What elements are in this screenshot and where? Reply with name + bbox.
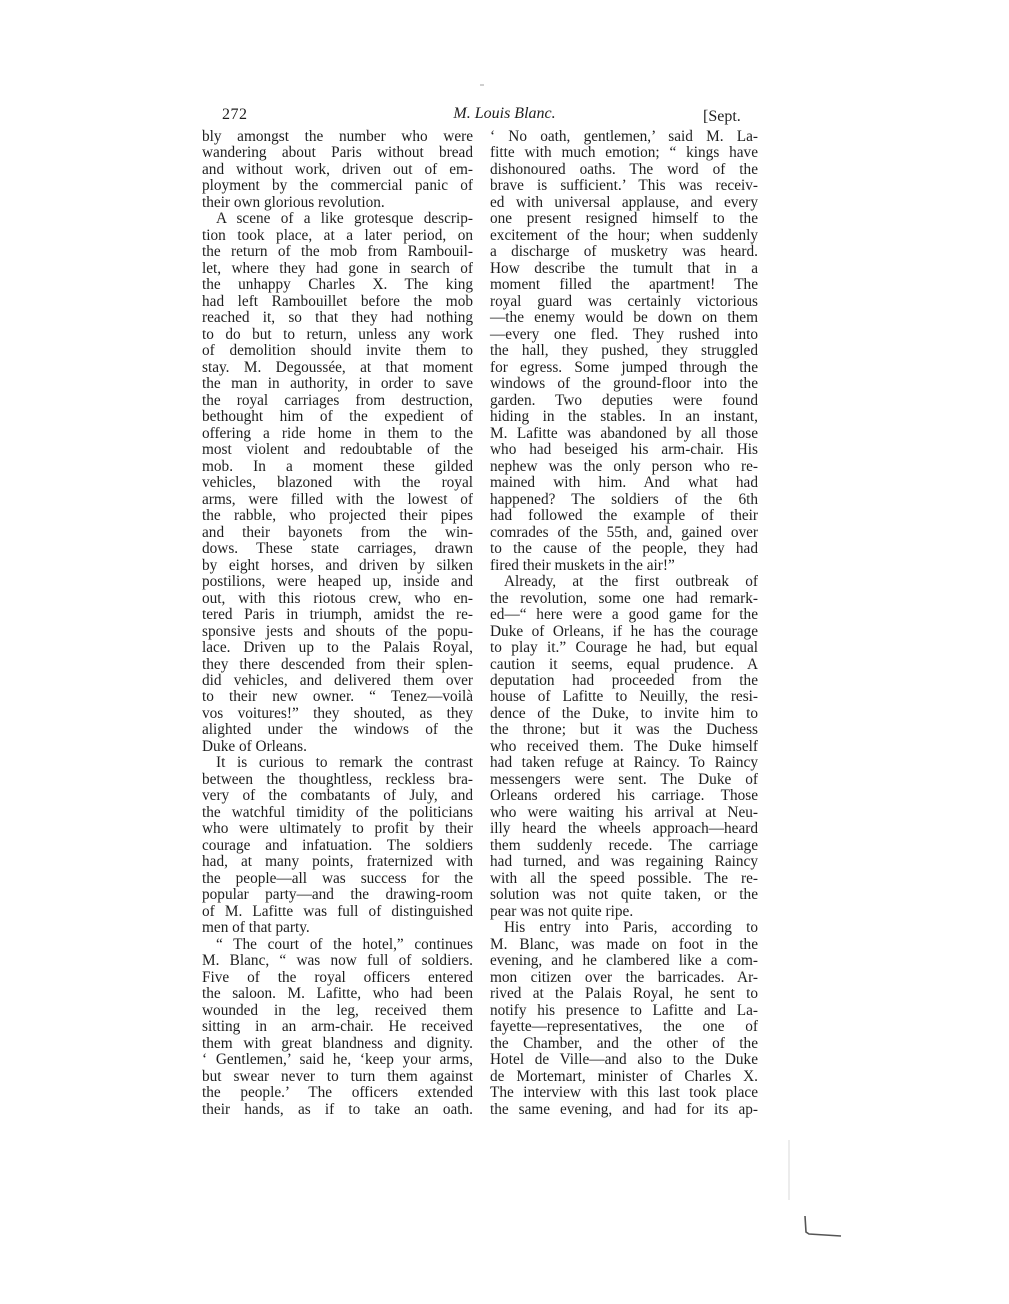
text-line: mon citizen over the barricades. Ar- [490, 968, 758, 986]
text-line: and their bayonets from the win- [202, 523, 473, 541]
text-line: brave is sufficient.’ This was receiv- [490, 177, 758, 195]
text-line: had left Rambouillet before the mob [202, 292, 473, 310]
text-line: fired their muskets in the air!” [490, 556, 675, 574]
text-line: —every one fled. They rushed into [490, 325, 758, 343]
text-line: How describe the tumult that in a [490, 259, 758, 277]
text-line: dows. These state carriages, drawn [202, 540, 473, 558]
text-line: M. Blanc, “ was now full of soldiers. [202, 952, 473, 970]
text-line: the people—all was success for the [202, 869, 473, 887]
text-line: to their new owner. “ Tenez—voilà [202, 688, 473, 706]
text-line: the rabble, who projected their pipes [202, 507, 473, 525]
text-line: to the cause of the people, they had [490, 540, 758, 558]
text-line: who were waiting his arrival at Neu- [490, 803, 758, 821]
text-line: garden. Two deputies were found [490, 391, 758, 409]
text-line: sitting in an arm-chair. He received [202, 1018, 473, 1036]
text-line: ‘ No oath, gentlemen,’ said M. La- [490, 128, 758, 145]
text-line: dence of the Duke, to invite him to [490, 704, 758, 722]
text-line: It is curious to remark the contrast [216, 754, 473, 772]
text-line: out, with this riotous crew, who en- [202, 589, 473, 607]
text-line: bethought him of the expedient of [202, 408, 473, 426]
text-line: had followed the example of their [490, 507, 758, 525]
text-line: the return of the mob from Rambouil- [202, 243, 473, 261]
text-line: Orleans ordered his carriage. Those [490, 787, 758, 805]
text-line: ‘ Gentlemen,’ said he, ‘keep your arms, [202, 1051, 473, 1069]
text-line: solution was not quite taken, or the [490, 886, 758, 904]
scan-speck [480, 84, 484, 86]
text-line: arms, were filled with the lowest of [202, 490, 473, 508]
text-line: —the enemy would be down on them [490, 309, 758, 327]
text-line: mob. In a moment these gilded [202, 457, 473, 475]
text-line: fitte with much emotion; “ kings have [490, 144, 758, 162]
text-line: and without work, driven out of em- [202, 160, 473, 178]
text-line: of demolition should invite them to [202, 342, 473, 360]
text-line: who were ultimately to profit by their [202, 820, 473, 838]
text-line: notify his presence to Lafitte and La- [490, 1001, 758, 1019]
text-line: A scene of a like grotesque descrip- [216, 210, 473, 228]
text-line: happened? The soldiers of the 6th [490, 490, 758, 508]
text-line: M. Lafitte was abandoned by all those [490, 424, 758, 442]
text-line: comrades of the 55th, and, gained over [490, 523, 758, 541]
text-line: Hotel de Ville—and also to the Duke [490, 1051, 758, 1069]
text-line: men of that party. [202, 919, 310, 937]
running-title: M. Louis Blanc. [453, 105, 556, 122]
text-line: de Mortemart, minister of Charles X. [490, 1067, 758, 1085]
scan-edge-shadow [788, 1140, 790, 1200]
text-line: very of the combatants of July, and [202, 787, 473, 805]
text-line: alighted under the windows of the [202, 721, 473, 739]
text-line: they there descended from their splen- [202, 655, 473, 673]
text-line: postilions, were heaped up, inside and [202, 573, 473, 591]
text-line: them with great blandness and dignity. [202, 1034, 473, 1052]
text-line: lace. Driven up to the Palais Royal, [202, 639, 473, 657]
page-number: 272 [222, 106, 248, 123]
text-line: one present resigned himself to the [490, 210, 758, 228]
text-line: ployment by the commercial panic of [202, 177, 473, 195]
text-line: windows of the ground-floor into the [490, 375, 758, 393]
text-line: tered Paris in triumph, amidst the re- [202, 606, 473, 624]
text-line: His entry into Paris, according to [504, 919, 758, 937]
text-line: moment filled the apartment! The [490, 276, 758, 294]
text-line: their hands, as if to take an oath. [202, 1100, 473, 1118]
corner-scan-mark [803, 1212, 843, 1240]
text-line: to do but to return, unless any work [202, 325, 473, 343]
right-text-column [490, 129, 758, 1118]
text-line: Duke of Orleans, if he has the courage [490, 622, 758, 640]
text-line: courage and infatuation. The soldiers [202, 836, 473, 854]
text-line: had, at many points, fraternized with [202, 853, 473, 871]
text-line: bly amongst the number who were [202, 128, 473, 145]
text-line: illy heard the wheels approach—heard [490, 820, 758, 838]
text-line: for egress. Some jumped through the [490, 358, 758, 376]
text-line: dishonoured oaths. The word of the [490, 160, 758, 178]
text-line: had taken refuge at Raincy. To Raincy [490, 754, 758, 772]
text-line: offering a ride home in them to the [202, 424, 473, 442]
text-line: most violent and redoubtable of the [202, 441, 473, 459]
text-line: them suddenly recede. The carriage [490, 836, 758, 854]
text-line: excitement of the hour; when suddenly [490, 226, 758, 244]
text-line: Duke of Orleans. [202, 737, 307, 755]
text-line: the royal carriages from destruction, [202, 391, 473, 409]
text-line: rived at the Palais Royal, he sent to [490, 985, 758, 1003]
text-line: wandering about Paris without bread [202, 144, 473, 162]
text-line: royal guard was certainly victorious [490, 292, 758, 310]
text-line: had turned, and was regaining Raincy [490, 853, 758, 871]
running-date: [Sept. [703, 108, 741, 125]
text-line: the watchful timidity of the politicians [202, 803, 473, 821]
text-line: who received them. The Duke himself [490, 737, 758, 755]
text-line: pear was not quite ripe. [490, 902, 634, 920]
text-line: tion took place, at a later period, on [202, 226, 473, 244]
text-line: the same evening, and had for its ap- [490, 1100, 758, 1118]
text-line: reached it, so that they had nothing [202, 309, 473, 327]
text-line: by eight horses, and driven by silken [202, 556, 473, 574]
text-line: ed—“ here were a good game for the [490, 606, 758, 624]
text-line: nephew was the only person who re- [490, 457, 758, 475]
text-line: fayette—representatives, the one of [490, 1018, 758, 1036]
text-line: Five of the royal officers entered [202, 968, 473, 986]
text-line: with all the speed possible. The re- [490, 869, 758, 887]
text-line: caution it seems, equal prudence. A [490, 655, 758, 673]
text-line: “ The court of the hotel,” continues [216, 935, 473, 953]
text-line: to play it.” Courage he had, but equal [490, 639, 758, 657]
text-line: the saloon. M. Lafitte, who had been [202, 985, 473, 1003]
text-line: of M. Lafitte was full of distinguished [202, 902, 473, 920]
text-line: but swear never to turn them against [202, 1067, 473, 1085]
text-line: the Chamber, and the other of the [490, 1034, 758, 1052]
text-line: wounded in the leg, received them [202, 1001, 473, 1019]
text-line: let, where they had gone in search of [202, 259, 473, 277]
text-line: The interview with this last took place [490, 1084, 758, 1102]
text-line: evening, and he clambered like a com- [490, 952, 758, 970]
text-line: M. Blanc, was made on foot in the [490, 935, 758, 953]
text-line: sponsive jests and shouts of the popu- [202, 622, 473, 640]
text-line: between the thoughtless, reckless bra- [202, 770, 473, 788]
text-line: the unhappy Charles X. The king [202, 276, 473, 294]
text-line: vos voitures!” they shouted, as they [202, 704, 473, 722]
text-line: mained with him. And what had [490, 474, 758, 492]
text-line: the throne; but it was the Duchess [490, 721, 758, 739]
text-line: the man in authority, in order to save [202, 375, 473, 393]
text-line: hiding in the stables. In an instant, [490, 408, 758, 426]
text-line: the people.’ The officers extended [202, 1084, 473, 1102]
text-line: did vehicles, and delivered them over [202, 671, 473, 689]
text-line: who had beseiged his arm-chair. His [490, 441, 758, 459]
text-line: a discharge of musketry was heard. [490, 243, 758, 261]
text-line: their own glorious revolution. [202, 193, 385, 211]
text-line: house of Lafitte to Neuilly, the resi- [490, 688, 758, 706]
left-text-column [202, 129, 473, 1118]
text-line: deputation had proceeded from the [490, 671, 758, 689]
text-line: the revolution, some one had remark- [490, 589, 758, 607]
text-line: vehicles, blazoned with the royal [202, 474, 473, 492]
text-line: popular party—and the drawing-room [202, 886, 473, 904]
text-line: Already, at the first outbreak of [504, 573, 758, 591]
text-line: stay. M. Degoussée, at that moment [202, 358, 473, 376]
text-line: messengers were sent. The Duke of [490, 770, 758, 788]
text-line: the hall, they pushed, they struggled [490, 342, 758, 360]
text-line: ed with universal applause, and every [490, 193, 758, 211]
